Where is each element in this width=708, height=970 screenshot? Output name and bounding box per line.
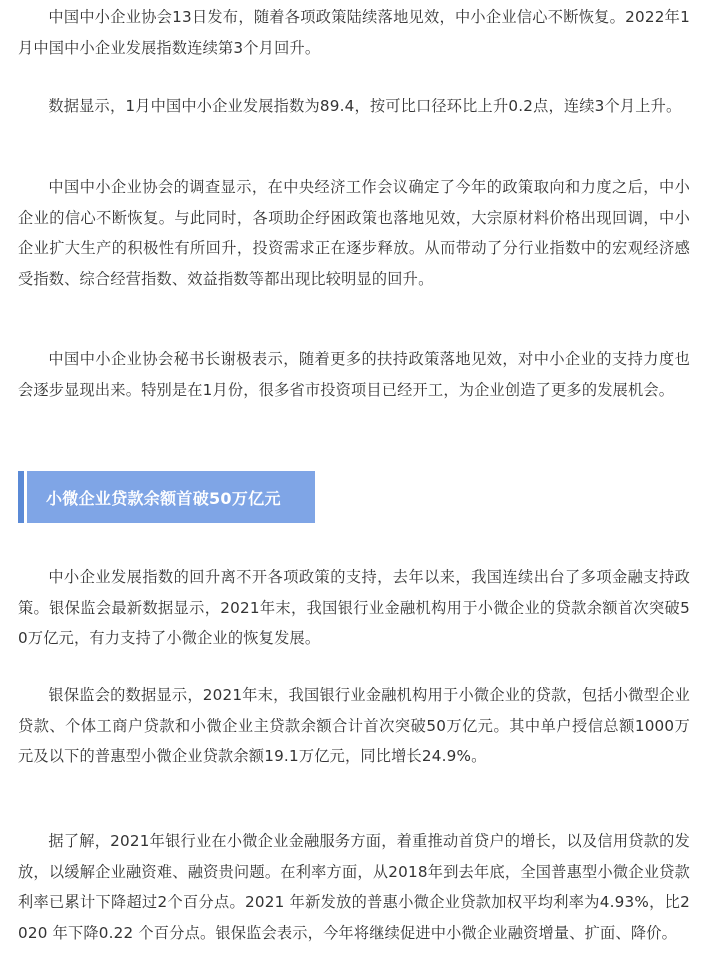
section-title-box <box>27 471 315 523</box>
section-paragraph: 中小企业发展指数的回升离不开各项政策的支持，去年以来，我国连续出台了多项金融支持政策。银保监会最新数据显示，2021年末，我国银行业金融机构用于小微企业的贷款余额首次突破50万亿元，有力支持了小微企业的恢复发展。 <box>18 568 690 648</box>
article-paragraph: 数据显示，1月中国中小企业发展指数为89.4，按可比口径环比上升0.2点，连续3个月上升。 <box>48 97 682 115</box>
article-paragraph: 中国中小企业协会秘书长谢极表示，随着更多的扶持政策落地见效，对中小企业的支持力度也会逐步显现出来。特别是在1月份，很多省市投资项目已经开工，为企业创造了更多的发展机会。 <box>18 350 690 399</box>
section-paragraph: 银保监会的数据显示，2021年末，我国银行业金融机构用于小微企业的贷款，包括小微型企业贷款、个体工商户贷款和小微企业主贷款余额合计首次突破50万亿元。其中单户授信总额1000万元及以下的普惠型小微企业贷款余额19.1万亿元，同比增长24.9%。 <box>18 686 690 766</box>
article-paragraph: 中国中小企业协会的调查显示，在中央经济工作会议确定了今年的政策取向和力度之后，中小企业的信心不断恢复。与此同时，各项助企纾困政策也落地见效，大宗原材料价格出现回调，中小企业扩大生产的积极性有所回升，投资需求正在逐步释放。从而带动了分行业指数中的宏观经济感受指数、综合经营指数、效益指数等都出现比较明显的回升。 <box>18 178 690 288</box>
section-header <box>18 471 315 523</box>
section-title: 小微企业贷款余额首破50万亿元 <box>46 488 281 508</box>
article-paragraph: 中国中小企业协会13日发布，随着各项政策陆续落地见效，中小企业信心不断恢复。2022年1月中国中小企业发展指数连续第3个月回升。 <box>18 8 690 57</box>
section-paragraph: 据了解，2021年银行业在小微企业金融服务方面，着重推动首贷户的增长，以及信用贷款的发放，以缓解企业融资难、融资贵问题。在利率方面，从2018年到去年底，全国普惠型小微企业贷款利率已累计下降超过2个百分点。2021 年新发放的普惠小微企业贷款加权平均利率为4.93%，比2020 年下降0.22 个百分点。银保监会表示，今年将继续促进中小微企业融资增量、扩面、降价。 <box>18 832 690 942</box>
